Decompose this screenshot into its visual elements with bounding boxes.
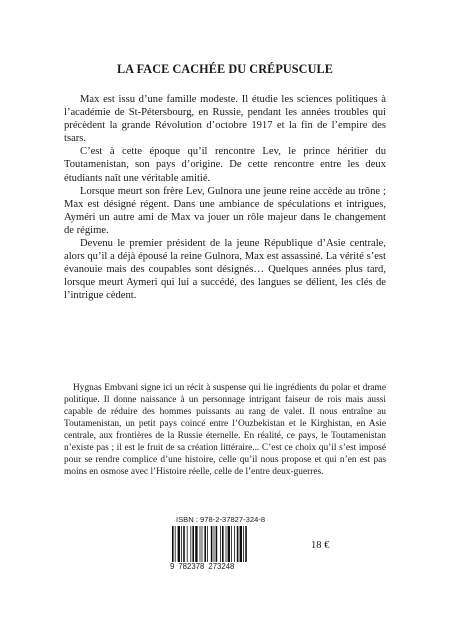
barcode-bar — [214, 526, 215, 562]
barcode-digits-right: 273248 — [208, 562, 235, 571]
synopsis-paragraph: Lorsque meurt son frère Lev, Gulnora une jeune reine accède au trône ; Max est désigné régent. Dans une ambiance de spéculations et intrigues, Ayméri un autre ami de Max va jouer un rôle majeur dans le changement de régime. — [64, 185, 386, 236]
price-label: 18 € — [311, 540, 330, 551]
barcode-bar — [228, 526, 230, 562]
barcode-bar — [226, 526, 227, 562]
barcode-bar — [195, 526, 197, 562]
barcode-bar — [234, 526, 235, 562]
barcode-bar — [216, 526, 218, 562]
barcode-bar — [211, 526, 213, 562]
barcode-bar — [187, 526, 188, 562]
barcode-bar — [204, 526, 206, 562]
isbn-label: ISBN : 978-2-37827-324-8 — [176, 515, 266, 524]
synopsis-paragraph: Max est issu d’une famille modeste. Il étudie les sciences politiques à l’académie de St-Pétersbourg, en Russie, pendant les années troubles qui précèdent la grande Révolution d’octobre 1917 et la fin de l’empire des tsars. — [64, 94, 386, 145]
author-blurb-text: Hygnas Embvani signe ici un récit à suspense qui lie ingrédients du polar et drame politique. Il donne naissance à un personnage intrigant faiseur de rois mais aussi capable de réduire des hommes puissants au rang de valet. Il nous entraîne au Toutamenistan, un petit pays coincé entre l’Ouzbekistan et le Kirghistan, en Asie centrale, aux frontières de la Russie éternelle. En réalité, ce pays, le Toutamenistan n’existe pas ; il est le fruit de sa création littéraire... C’est ce choix qu’il s’est imposé pour se rendre complice d’une histoire, celle qu’il nous propose et qui n’en est pas moins en osmose avec l’Histoire réelle, celle de l’entre deux-guerres. — [64, 383, 386, 478]
synopsis-paragraph: Devenu le premier président de la jeune République d’Asie centrale, alors qu’il a déjà épousé la reine Gulnora, Max est assassiné. La vérité s’est évanouie mais des coupables sont désignés… Quelques années plus tard, lorsque meurt Aymeri qui lui a succédé, des langues se délient, les clés de l’intrigue cèdent. — [64, 238, 386, 302]
barcode-bar — [178, 526, 180, 562]
barcode-digits-left: 782378 — [178, 562, 205, 571]
barcode-bar — [202, 526, 203, 562]
barcode-bar — [231, 526, 232, 562]
barcode-bar — [183, 526, 185, 562]
barcode-bar — [172, 526, 174, 562]
barcode-bar — [200, 526, 201, 562]
barcode-bar — [181, 526, 182, 562]
barcode-bar — [207, 526, 208, 562]
synopsis — [64, 93, 386, 303]
barcode-bar — [222, 526, 224, 562]
barcode-bar — [192, 526, 194, 562]
barcode-digits — [170, 562, 270, 571]
barcode-digit-first: 9 — [170, 562, 175, 571]
barcode-bar — [243, 526, 244, 562]
barcode-bar — [220, 526, 221, 562]
synopsis-paragraph: C’est à cette époque qu’il rencontre Lev, le prince héritier du Toutamenistan, son pays d’origine. De cette rencontre entre les deux étudiants naît une véritable amitié. — [64, 146, 386, 184]
barcode-bar — [237, 526, 239, 562]
book-title: LA FACE CACHÉE DU CRÉPUSCULE — [117, 62, 333, 76]
barcode-bar — [245, 526, 247, 562]
barcode-bar — [190, 526, 191, 562]
barcode-bar — [175, 526, 176, 562]
author-blurb — [64, 382, 386, 478]
barcode-graphic — [170, 526, 266, 563]
barcode-bars — [170, 526, 266, 563]
barcode-bar — [240, 526, 242, 562]
